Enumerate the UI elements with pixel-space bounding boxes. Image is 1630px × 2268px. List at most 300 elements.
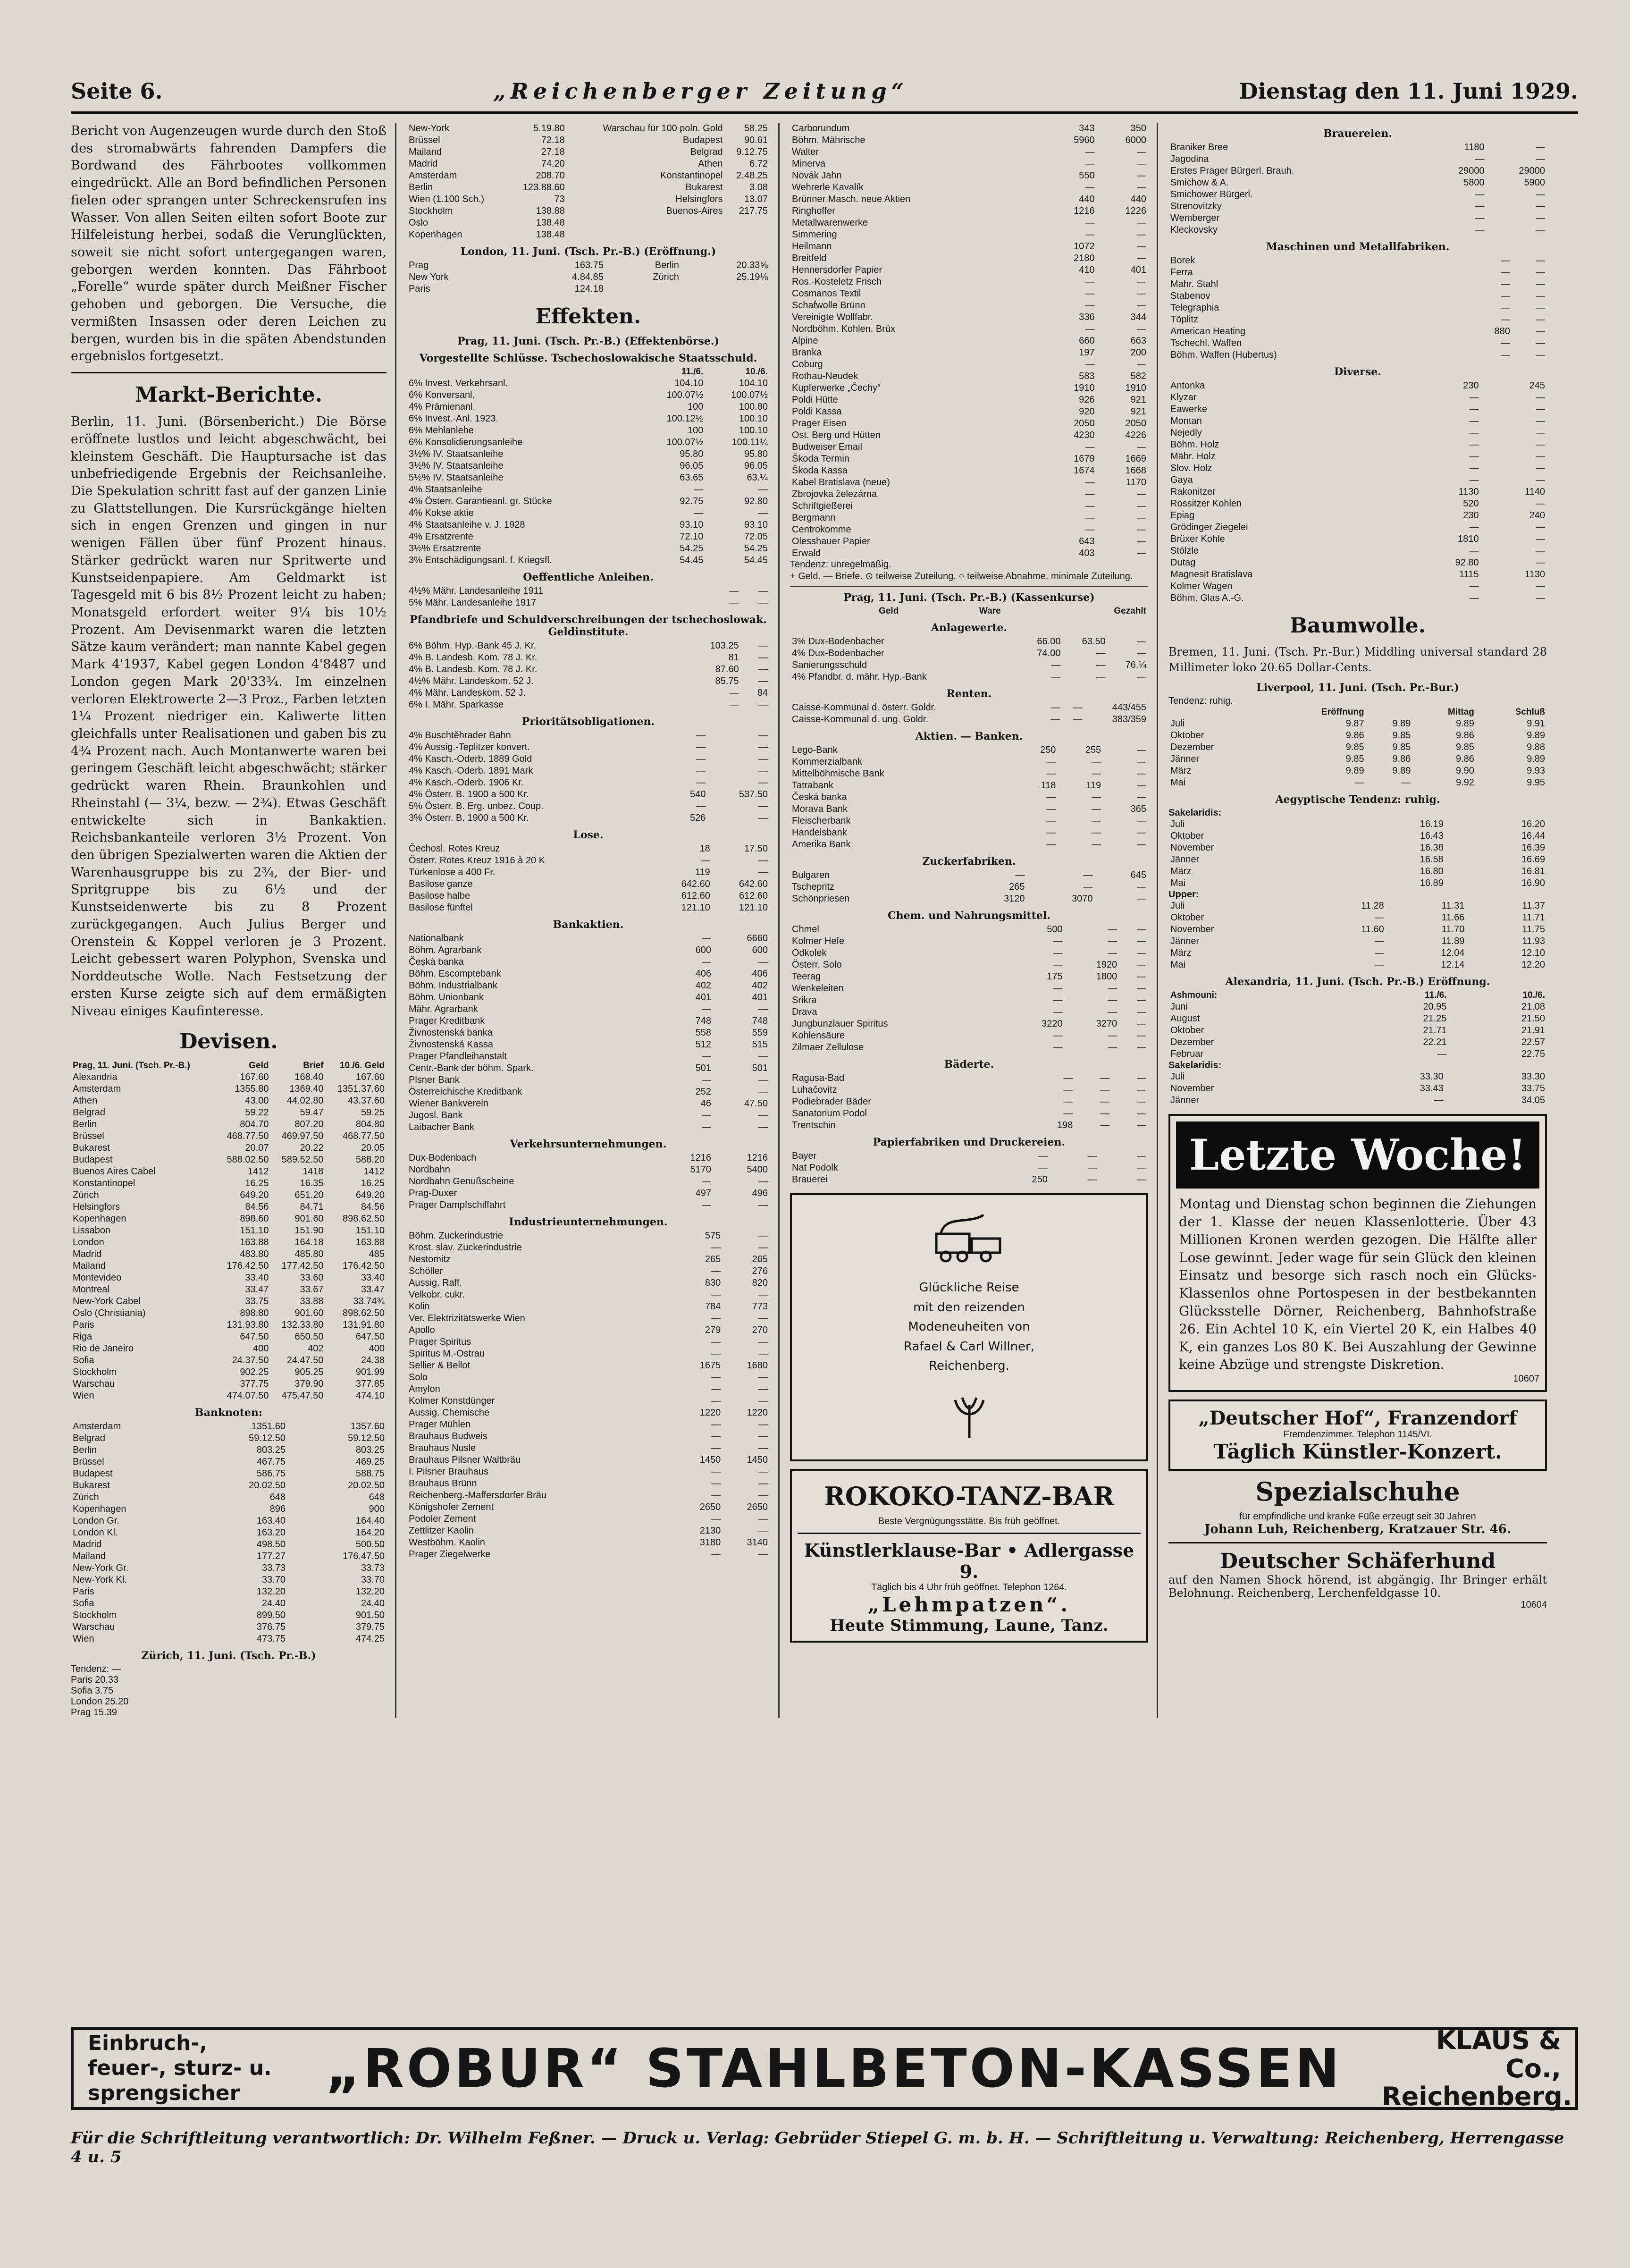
table-row <box>71 1284 386 1296</box>
table-cell: — <box>701 1075 711 1085</box>
table-row <box>407 1027 770 1039</box>
table-cell: — <box>1137 442 1146 452</box>
table-row <box>407 1188 770 1199</box>
table-cell: 402 <box>695 980 711 991</box>
table-cell: — <box>1085 229 1095 240</box>
table-row <box>407 1395 770 1407</box>
table-cell: — <box>1137 839 1146 850</box>
table-cell: Österr. Rotes Kreuz 1916 à 20 K <box>409 855 546 866</box>
table-row <box>790 1042 1148 1054</box>
table-cell: 350 <box>1130 123 1146 134</box>
table-row <box>407 1152 770 1164</box>
table-row <box>1168 510 1547 522</box>
table-cell: Mailand <box>409 147 442 157</box>
table-row <box>790 123 1148 135</box>
table-row <box>407 1360 770 1372</box>
table-row <box>790 714 1148 725</box>
table-cell: Dezember <box>1170 742 1214 753</box>
table-cell: Mailand <box>73 1261 106 1272</box>
table-cell: — <box>758 766 768 776</box>
table-row <box>407 933 770 944</box>
table-cell: 5170 <box>690 1164 711 1175</box>
table-cell: 663 <box>1130 336 1146 346</box>
table-cell: — <box>1073 714 1083 725</box>
table-cell: 1115 <box>1459 569 1479 580</box>
table-cell: Budapest <box>682 135 723 145</box>
table-cell: Brünner Masch. neue Aktien <box>792 194 911 204</box>
table-cell: 3180 <box>699 1537 721 1548</box>
table-cell: 103.25 <box>710 641 739 651</box>
table-cell: 163.40 <box>256 1516 286 1526</box>
table-cell: 138.48 <box>536 229 565 240</box>
upper-heading: Upper: <box>1168 889 1199 900</box>
table-cell: 1668 <box>1125 465 1146 476</box>
table-row <box>1168 765 1547 777</box>
table-row <box>71 1307 386 1319</box>
table-cell: Kopenhagen <box>73 1214 126 1224</box>
table-cell: 12.10 <box>1521 948 1545 959</box>
table-cell: 9.89 <box>1527 730 1545 741</box>
table-cell: 500.50 <box>355 1539 385 1550</box>
table-cell: 240 <box>1529 510 1545 521</box>
table-cell: 9.86 <box>1345 730 1364 741</box>
table-cell: 197 <box>1079 347 1095 358</box>
market-report: Berlin, 11. Juni. (Börsenbericht.) Die Börse eröffnete lustlos und leicht abgeschwächt, bei kleinstem Geschäft. Die Hauptursache ist das unbefriedigende Ergebnis der Reichsanleihe. Die Spekulation schritt fast auf der ganzen Linie zu Glattstellungen. Die Kursrückgänge hielten sich in engen Grenzen und gingen in nur wenigen Fällen über fünf Prozent hinaus. Stärker gedrückt waren nur Spritwerte und Kunstseidenpapiere. Am Geldmarkt ist Tagesgeld mit 6 bis 8½ Prozent leicht zu haben; Monatsgeld erfordert weiter 9¼ bis 10½ Prozent. Am Devisenmarkt waren die letzten Sätze kaum verändert; man nannte Kabel gegen Mark 4'1937, Kabel gegen London 4'8487 und London gegen Mark 20'33¾. Im einzelnen verloren Elektrowerte 2—3 Proz., Farben letzten 1¼ Prozent niedriger ein. Kaliwerte litten gleichfalls unter Realisationen und gaben bis zu 4¾ Prozent nach. Auch Montanwerte waren bei geringem Geschäft leicht abgeschwächt; stärker gedrückt waren Rhein. Braunkohlen und Rheinstahl (— 3¼, bezw. — 2¾). Etwas Geschäft entwickelte sich in Bankaktien. Reichsbankanteile verloren 3½ Prozent. Von den übrigen Spezialwerten waren die Aktien der Warenhausgruppe bis zu 2¾, der Bier- und Spritgruppe bis zu 6½ und der Kunstseidenwerte bis zu 8 Prozent zurückgegangen. Auch Julius Berger und Orenstein & Koppel verloren je 3 Prozent. Leicht gebessert waren Polyphon, Svenska und Norddeutsche Wolle. Nach Festsetzung der ersten Kurse zeigte sich auf dem ermäßigten Niveau einiges Kaufinteresse. <box>71 414 386 1019</box>
table-cell: 9.85 <box>1345 754 1364 765</box>
table-cell: 475.47.50 <box>281 1391 324 1401</box>
table-cell: 343 <box>1079 123 1095 134</box>
table-cell: 84.71 <box>300 1202 324 1213</box>
table-cell: 410 <box>1079 265 1095 275</box>
table-cell: — <box>696 801 706 811</box>
table-row <box>790 893 1148 905</box>
table-row <box>71 1562 386 1574</box>
table-cell: 898.62.50 <box>343 1214 385 1224</box>
table-row <box>1168 201 1547 212</box>
table-cell: — <box>1475 154 1485 164</box>
table-row <box>1168 337 1547 349</box>
table-cell: Magnesit Bratislava <box>1170 569 1253 580</box>
table-cell: Böhm. Glas A.-G. <box>1170 593 1244 603</box>
table-cell: — <box>1374 948 1384 959</box>
table-row <box>407 217 770 229</box>
table-cell: 1910 <box>1074 383 1095 393</box>
table-cell: 643 <box>1079 536 1095 547</box>
table-cell: 748 <box>695 1016 711 1026</box>
table-cell: Živnostenská banka <box>409 1028 493 1038</box>
table-cell: 1369.40 <box>289 1084 324 1095</box>
table-row <box>71 1390 386 1402</box>
table-cell: 468.77.50 <box>227 1131 269 1142</box>
table-cell: — <box>1085 477 1095 488</box>
table-cell: — <box>1085 159 1095 169</box>
table-cell: Wien <box>73 1634 94 1644</box>
table-cell: — <box>1051 660 1061 670</box>
table-cell: Bulgaren <box>792 870 830 880</box>
table-row <box>407 1230 770 1242</box>
table-cell: — <box>1137 241 1146 252</box>
table-cell: — <box>758 1200 768 1210</box>
train-icon <box>927 1210 1012 1267</box>
table-row <box>1168 545 1547 557</box>
table-cell: 59.12.50 <box>249 1433 286 1444</box>
table-cell: 400 <box>369 1343 385 1354</box>
table-cell: 467.75 <box>256 1457 286 1467</box>
table-cell: — <box>758 1242 768 1253</box>
table-cell: Wenkeleiten <box>792 983 844 994</box>
table-row <box>71 1071 386 1083</box>
table-cell: Novák Jahn <box>792 170 842 181</box>
table-cell: Kolin <box>409 1301 430 1312</box>
table-cell: 4226 <box>1125 430 1146 440</box>
table-cell: 11.37 <box>1522 901 1545 911</box>
table-cell: Teerag <box>792 971 821 982</box>
table-cell: Dutag <box>1170 557 1196 568</box>
table-cell: — <box>1050 702 1060 713</box>
table-cell: 151.90 <box>294 1225 324 1236</box>
table-row <box>407 472 770 484</box>
table-cell: 163.20 <box>256 1527 286 1538</box>
table-cell: 92.80 <box>744 496 768 506</box>
table-cell: 4% Kasch.-Oderb. 1889 Gold <box>409 754 532 764</box>
sake-table <box>1168 1071 1547 1106</box>
table-cell: — <box>1374 912 1384 923</box>
table-cell: 96.05 <box>744 461 768 471</box>
table-cell: Madrid <box>73 1539 102 1550</box>
table-cell: London Kl. <box>73 1527 118 1538</box>
table-cell: 9.85 <box>1392 742 1411 753</box>
table-cell: 20.02.50 <box>348 1480 385 1491</box>
table-cell: Braniker Bree <box>1170 142 1228 152</box>
table-cell: 9.86 <box>1455 754 1474 765</box>
table-row <box>71 1527 386 1539</box>
table-cell: — <box>700 855 710 866</box>
table-cell: 1680 <box>747 1360 768 1371</box>
table-cell: 59.12.50 <box>348 1433 385 1444</box>
table-row <box>407 890 770 902</box>
liverpool-heading: Liverpool, 11. Juni. (Tsch. Pr.-Bur.) <box>1256 682 1459 694</box>
zurich-heading: Zürich, 11. Juni. (Tsch. Pr.-B.) <box>141 1650 316 1662</box>
table-cell: 163.75 <box>574 260 604 270</box>
table-cell: 588.20 <box>355 1155 385 1165</box>
table-row <box>407 1242 770 1254</box>
table-cell: 33.40 <box>245 1273 269 1283</box>
table-cell: Sellier & Bellot <box>409 1360 471 1371</box>
table-row <box>407 1176 770 1188</box>
table-cell: Prager Dampfschiffahrt <box>409 1200 506 1210</box>
table-cell: 1140 <box>1524 487 1545 497</box>
table-cell: Mähr. Agrarbank <box>409 1004 478 1014</box>
table-cell: — <box>1137 924 1146 935</box>
maschinen-heading: Maschinen und Metallfabriken. <box>1266 241 1450 253</box>
table-cell: 59.25 <box>361 1107 385 1118</box>
table-row <box>407 944 770 956</box>
hof-concert: Täglich Künstler-Konzert. <box>1213 1440 1502 1464</box>
table-cell: — <box>758 1549 768 1560</box>
willner-ad <box>790 1193 1148 1461</box>
aegypt-heading: Aegyptische Tendenz: ruhig. <box>1275 793 1440 806</box>
table-cell: — <box>1046 827 1056 838</box>
table-cell: Athen <box>73 1096 98 1106</box>
table-cell: 898.62.50 <box>343 1308 385 1319</box>
table-cell <box>724 217 770 229</box>
table-cell: 3120 <box>1003 894 1025 904</box>
table-cell: 773 <box>752 1301 768 1312</box>
table-cell: 163.88 <box>355 1237 385 1248</box>
table-cell: 12.04 <box>1441 948 1465 959</box>
table-cell: 2.48.25 <box>736 170 768 181</box>
prio-table <box>407 730 770 824</box>
table-cell: 16.25 <box>361 1178 385 1189</box>
table-cell: 901.60 <box>294 1214 324 1224</box>
table-cell: — <box>1536 546 1545 556</box>
table-cell: Nestomitz <box>409 1254 451 1265</box>
table-cell: Nat Podolk <box>792 1163 838 1173</box>
table-cell: 2180 <box>1074 253 1095 263</box>
table-row <box>1168 392 1547 404</box>
table-cell: — <box>1085 288 1095 299</box>
table-cell: 74.20 <box>541 159 565 169</box>
table-row <box>407 1289 770 1301</box>
table-row <box>407 1348 770 1360</box>
table-cell: Sofia <box>73 1355 94 1366</box>
table-cell: 512 <box>695 1039 711 1050</box>
table-cell: — <box>1536 522 1545 532</box>
table-cell: 93.10 <box>680 520 704 530</box>
table-row <box>71 1119 386 1130</box>
table-row <box>407 260 770 271</box>
table-cell: 4% Österr. B. 1900 a 500 Kr. <box>409 789 529 800</box>
table-row <box>407 425 770 437</box>
maschinen-table <box>1168 255 1547 361</box>
table-cell: 645 <box>1130 870 1146 880</box>
table-row <box>1168 314 1547 326</box>
table-cell: 2050 <box>1074 418 1095 429</box>
table-cell: Nejedly <box>1170 428 1202 438</box>
table-cell: — <box>1108 1007 1117 1017</box>
table-cell: 29000 <box>1458 166 1485 176</box>
table-cell: Kleckovsky <box>1170 225 1218 235</box>
table-cell: — <box>1434 1095 1444 1106</box>
table-cell: — <box>1100 1108 1110 1119</box>
table-cell: — <box>1108 995 1117 1005</box>
table-cell: Brauerei <box>792 1174 828 1185</box>
table-cell: 6% Konversanl. <box>409 390 475 400</box>
table-row <box>407 182 770 194</box>
table-row <box>71 1189 386 1201</box>
zucker-table <box>790 869 1148 905</box>
table-cell: Ros.-Kosteletz Frisch <box>792 277 882 287</box>
table-cell: 5400 <box>747 1164 768 1175</box>
table-cell: New-York <box>409 123 449 134</box>
table-row <box>1168 742 1547 753</box>
table-row <box>407 1277 770 1289</box>
table-cell: Oslo (Christiania) <box>73 1308 146 1319</box>
table-cell: — <box>1063 1108 1073 1119</box>
table-cell: 74.00 <box>1037 648 1061 658</box>
table-cell: — <box>1137 1163 1146 1173</box>
table-row <box>407 1121 770 1133</box>
baumwolle-heading: Baumwolle. <box>1289 614 1426 638</box>
table-cell: 4% Mähr. Landeskom. 52 J. <box>409 688 526 698</box>
table-row <box>1168 842 1547 854</box>
table-cell: — <box>711 1419 721 1430</box>
table-cell: — <box>758 1431 768 1442</box>
table-cell: — <box>1137 1030 1146 1041</box>
table-cell: 22.75 <box>1521 1049 1545 1060</box>
table-cell: 4230 <box>1074 430 1095 440</box>
table-cell: 16.39 <box>1521 843 1545 853</box>
column-1 <box>71 123 396 1718</box>
table-cell: New-York Kl. <box>73 1575 127 1585</box>
table-cell: 804.80 <box>355 1119 385 1130</box>
table-cell: 279 <box>705 1325 721 1335</box>
table-cell: New York <box>409 272 449 282</box>
table-cell: 84.56 <box>245 1202 269 1213</box>
table-row <box>71 1515 386 1527</box>
table-cell: 9.85 <box>1345 742 1364 753</box>
table-cell: — <box>1536 557 1545 568</box>
table-cell: 265 <box>1009 882 1025 892</box>
table-cell: London <box>73 1237 104 1248</box>
table-cell: 100.12½ <box>666 413 704 424</box>
table-cell: Oktober <box>1170 831 1204 842</box>
table-row <box>1168 486 1547 498</box>
table-row <box>1168 380 1547 392</box>
table-cell: — <box>1536 463 1545 473</box>
table-cell: 54.25 <box>680 543 704 554</box>
table-cell: 377.85 <box>355 1379 385 1390</box>
table-cell: — <box>1137 816 1146 826</box>
table-cell: — <box>758 1051 768 1062</box>
table-row <box>407 1501 770 1513</box>
table-cell: 1216 <box>747 1153 768 1163</box>
table-cell: — <box>758 1110 768 1121</box>
table-row <box>407 1454 770 1466</box>
table-cell: Vereinigte Wollfabr. <box>792 312 873 322</box>
table-row <box>407 1199 770 1211</box>
effekten-heading: Effekten. <box>535 304 641 329</box>
table-cell: 520 <box>1463 498 1479 509</box>
table-row <box>1168 877 1547 889</box>
table-cell: Bayer <box>792 1151 817 1161</box>
table-cell: 440 <box>1079 194 1095 204</box>
table-cell: — <box>758 1176 768 1187</box>
table-cell: 217.75 <box>739 206 768 216</box>
hof-sub: Fremdenzimmer. Telephon 1145/VI. <box>1283 1429 1432 1440</box>
table-cell: — <box>758 1419 768 1430</box>
table-row <box>1168 1025 1547 1037</box>
table-row <box>71 1574 386 1586</box>
table-cell: Amylon <box>409 1384 440 1394</box>
table-cell: 2650 <box>747 1502 768 1512</box>
table-row <box>407 992 770 1003</box>
robur-company: KLAUS & Co., Reichenberg. <box>1381 2025 1572 2112</box>
table-cell: 1412 <box>363 1166 385 1177</box>
table-cell: 3% Entschädigungsanl. f. Kriegsfl. <box>409 555 552 565</box>
table-cell: — <box>1469 428 1479 438</box>
table-cell: 20.33⅝ <box>736 260 768 270</box>
table-cell: Apollo <box>409 1325 435 1335</box>
table-cell: 1810 <box>1458 534 1479 544</box>
table-cell: 379.75 <box>355 1622 385 1633</box>
table-cell: 131.91.80 <box>343 1320 385 1331</box>
rokoko-sub: Beste Vergnügungsstätte. Bis früh geöffnet. <box>878 1516 1060 1526</box>
sakel-heading: Sakelaridis: <box>1168 808 1222 818</box>
table-row <box>71 1433 386 1444</box>
table-row <box>407 1015 770 1027</box>
table-cell: Zilmaer Zellulose <box>792 1042 864 1053</box>
table-cell: Athen <box>698 159 723 169</box>
table-cell: 11.93 <box>1522 936 1545 947</box>
table-cell: — <box>1085 489 1095 499</box>
table-cell: — <box>1500 267 1510 278</box>
table-cell: — <box>758 1313 768 1324</box>
table-cell: 168.40 <box>294 1072 324 1083</box>
table-row <box>407 878 770 890</box>
table-cell: 660 <box>1079 336 1095 346</box>
table-cell: 11.31 <box>1441 901 1465 911</box>
table-row <box>407 229 770 241</box>
table-cell: Tatrabank <box>792 780 833 791</box>
table-cell: Brauhaus Nusle <box>409 1443 476 1453</box>
table-cell: Bukarest <box>73 1480 110 1491</box>
table-cell: Centrokomme <box>792 524 851 535</box>
table-cell: 9.12.75 <box>736 147 768 157</box>
table-cell: — <box>696 777 706 788</box>
table-cell: Paris <box>409 284 430 294</box>
table-cell: 151.10 <box>355 1225 385 1236</box>
table-cell: 501 <box>752 1063 768 1073</box>
table-row <box>407 1419 770 1431</box>
table-cell: — <box>1085 524 1095 535</box>
lottery-title: Letzte Woche! <box>1176 1121 1539 1189</box>
table-cell: 3220 <box>1042 1019 1063 1029</box>
table-cell: Zürich <box>653 272 679 282</box>
table-row <box>407 205 770 217</box>
table-cell: 59.22 <box>245 1107 269 1118</box>
table-cell: — <box>696 730 706 741</box>
table-row <box>407 378 770 389</box>
table-row <box>407 855 770 867</box>
table-row <box>1168 427 1547 439</box>
table-row <box>407 1003 770 1015</box>
table-cell: 496 <box>752 1188 768 1198</box>
table-cell: Juni <box>1170 1002 1188 1012</box>
table-cell: 138.88 <box>536 206 565 216</box>
table-row <box>1168 959 1547 971</box>
table-cell: Ringhoffer <box>792 206 835 216</box>
table-row <box>790 671 1148 683</box>
renten-heading: Renten. <box>946 688 992 700</box>
table-cell: 54.25 <box>744 543 768 554</box>
table-cell: Jugosl. Bank <box>409 1110 463 1121</box>
schuhe-address: Johann Luh, Reichenberg, Kratzauer Str. 46. <box>1204 1522 1511 1537</box>
table-cell: Kopenhagen <box>73 1504 126 1515</box>
table-cell: — <box>1137 792 1146 802</box>
table-cell: 3½% IV. Staatsanleihe <box>409 461 504 471</box>
table-cell: Königshofer Zement <box>409 1502 494 1512</box>
table-cell: 401 <box>695 992 711 1003</box>
table-cell: 6% Mehlanlehe <box>409 425 474 436</box>
table-cell: — <box>1469 593 1479 603</box>
table-cell: — <box>1437 1049 1447 1060</box>
table-cell: Nordbahn Genußscheine <box>409 1176 514 1187</box>
table-cell: 76.¼ <box>1125 660 1146 670</box>
table-cell: — <box>1096 660 1106 670</box>
table-cell: 648 <box>369 1492 385 1503</box>
table-cell: — <box>1401 777 1411 788</box>
